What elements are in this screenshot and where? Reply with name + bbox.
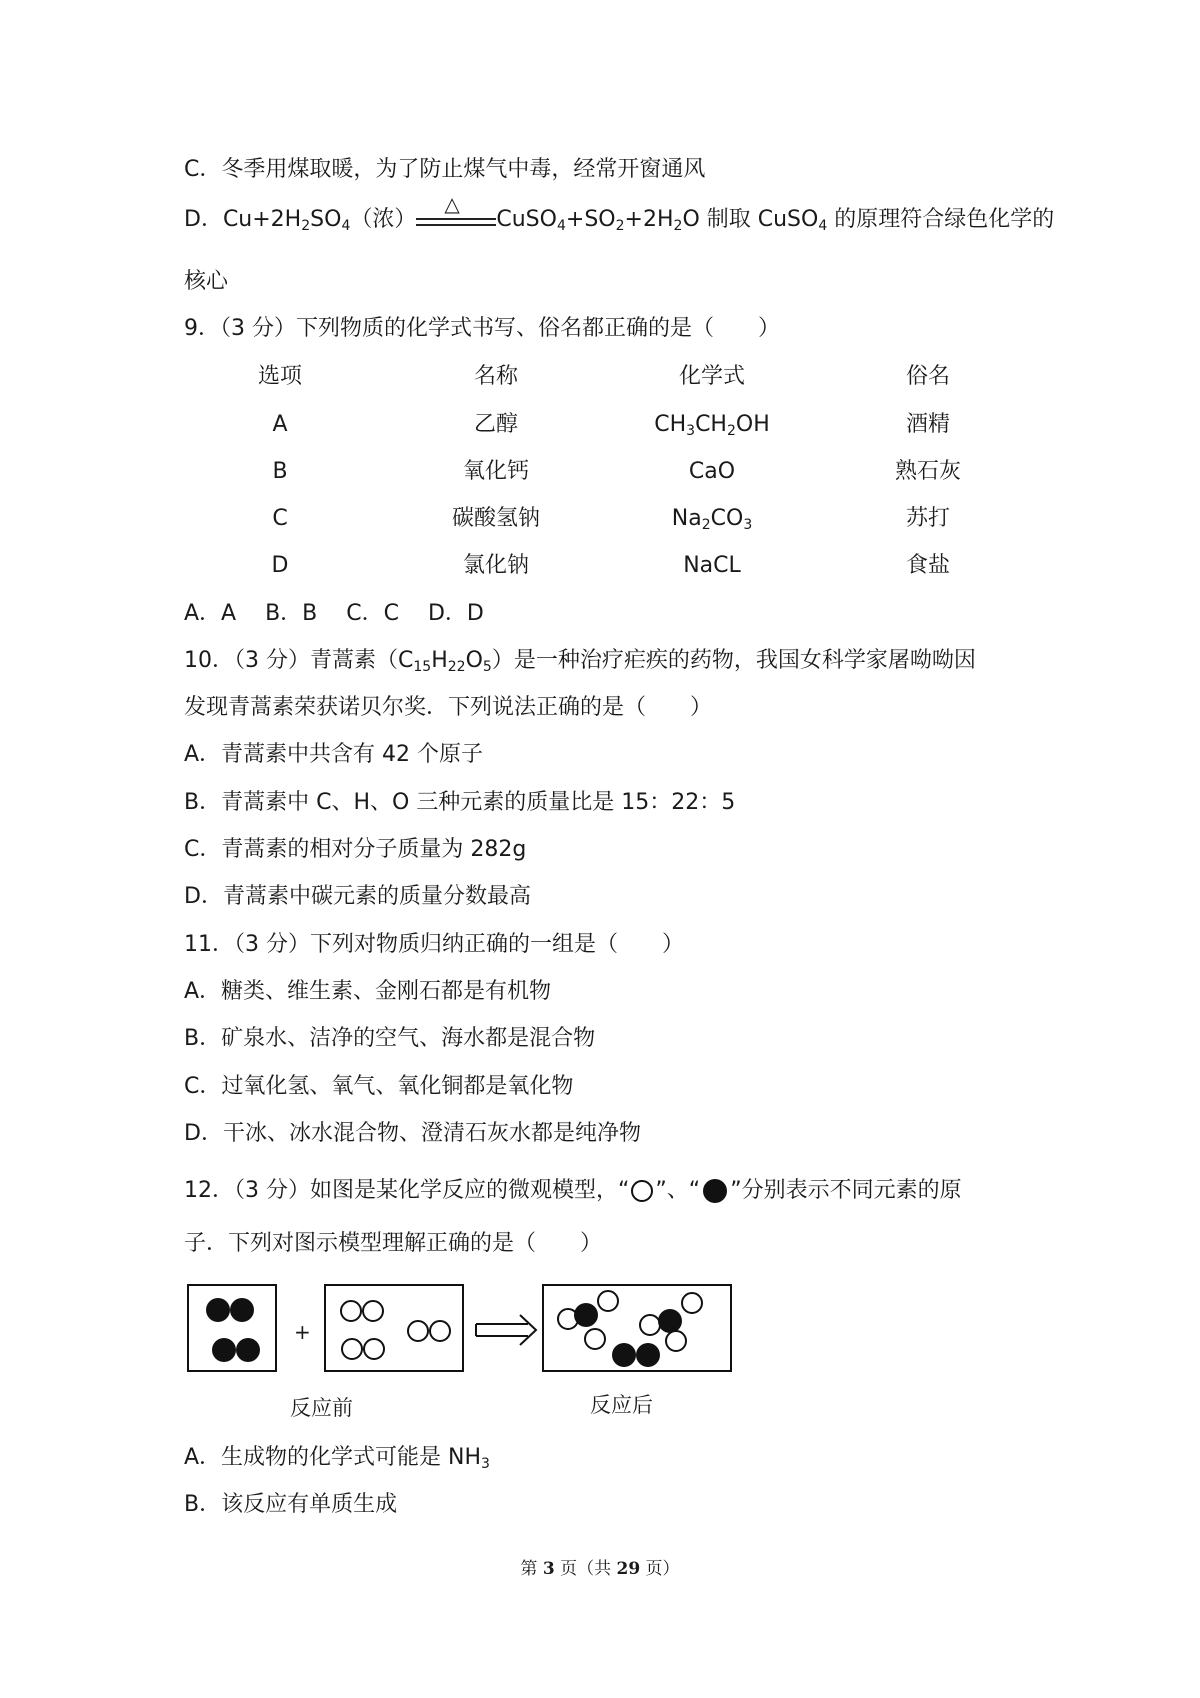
q9-row-a-name: 乙醇 [473, 412, 519, 437]
q12-option-a: A．生成物的化学式可能是 $NH_3$ [184, 1445, 490, 1472]
black-atom [212, 1338, 236, 1362]
white-atom [363, 1301, 383, 1321]
white-atom [666, 1331, 686, 1351]
q12-option-b: B．该反应有单质生成 [184, 1492, 398, 1517]
black-atom [636, 1343, 660, 1367]
q11-option-d: D．干冰、冰水混合物、澄清石灰水都是纯净物 [184, 1121, 641, 1146]
q9-header-common-name: 俗名 [905, 364, 951, 389]
black-atom [236, 1338, 260, 1362]
white-atom-icon [629, 1179, 655, 1203]
q9-row-b-formula: CaO [688, 459, 736, 484]
white-atom [682, 1293, 702, 1313]
q9-row-c-common: 苏打 [905, 506, 951, 531]
q12-stem: 12．（3 分）如图是某化学反应的微观模型，“ ”、“ ”分别表示不同元素的原 [184, 1178, 962, 1203]
q12-stem-line2: 子．下列对图示模型理解正确的是（ ） [184, 1231, 603, 1256]
black-atom [612, 1343, 636, 1367]
q11-option-a: A．糖类、维生素、金刚石都是有机物 [184, 979, 552, 1004]
current-page-number: 3 [542, 1559, 555, 1579]
label-before-reaction: 反应前 [290, 1396, 353, 1420]
q9-header-option: 选项 [257, 364, 303, 389]
q11-option-c: C．过氧化氢、氧气、氧化铜都是氧化物 [184, 1074, 574, 1099]
black-atom [574, 1303, 598, 1327]
label-after-reaction: 反应后 [590, 1393, 653, 1417]
q10-option-a: A．青蒿素中共含有 42 个原子 [184, 742, 484, 767]
q9-row-a-common: 酒精 [905, 412, 951, 437]
q9-row-d-common: 食盐 [905, 553, 951, 578]
q11-option-b: B．矿泉水、洁净的空气、海水都是混合物 [184, 1026, 596, 1051]
reaction-diagram [180, 1283, 740, 1383]
q9-row-d-formula: NaCL [683, 553, 741, 578]
black-atom [658, 1309, 682, 1333]
q9-row-a-formula: $CH_3CH_2OH$ [654, 412, 770, 439]
heat-condition-equals-sign: △ [416, 204, 496, 236]
white-atom [430, 1321, 450, 1341]
q9-row-d-option: D [271, 553, 289, 578]
q8-option-d-continued: 核心 [184, 269, 229, 294]
q9-row-b-name: 氧化钙 [462, 459, 530, 484]
black-atom [206, 1298, 230, 1322]
q8-option-d: D．$Cu+2H_2SO_4$（浓） △ $CuSO_4+SO_2+2H_2O$ 制取 CuSO$_4$ 的原理符合绿色化学的 [184, 192, 1055, 234]
q10-stem: 10．（3 分）青蒿素$(C_{15}H_{22}O_5)$是一种治疗疟疾的药物，我国女科学家屠呦呦因 [184, 648, 976, 675]
white-atom [598, 1291, 618, 1311]
q9-row-a-option: A [272, 412, 288, 437]
q10-option-d: D．青蒿素中碳元素的质量分数最高 [184, 884, 531, 909]
q11-stem: 11．（3 分）下列对物质归纳正确的一组是（ ） [184, 932, 684, 957]
black-atom-icon [700, 1177, 730, 1205]
total-page-count: 29 [616, 1559, 641, 1579]
white-atom [342, 1339, 362, 1359]
plus-sign: + [294, 1320, 311, 1344]
q10-option-c: C．青蒿素的相对分子质量为 282g [184, 837, 527, 862]
q9-header-name: 名称 [473, 364, 519, 389]
q9-stem: 9．（3 分）下列物质的化学式书写、俗名都正确的是（ ） [184, 316, 780, 341]
q9-answer-options: A．A B．B C．C D．D [184, 601, 484, 626]
q9-row-c-name: 碳酸氢钠 [451, 506, 541, 531]
q10-option-b: B．青蒿素中 C、H、O 三种元素的质量比是 15：22：5 [184, 790, 736, 815]
white-atom [408, 1321, 428, 1341]
q9-row-d-name: 氯化钠 [462, 553, 530, 578]
white-atom [341, 1301, 361, 1321]
q10-stem-line2: 发现青蒿素荣获诺贝尔奖．下列说法正确的是（ ） [184, 695, 713, 720]
q9-row-c-option: C [272, 506, 288, 531]
q8-option-c: C．冬季用煤取暖，为了防止煤气中毒，经常开窗通风 [184, 157, 706, 182]
white-atom [364, 1339, 384, 1359]
reaction-arrow-icon [476, 1315, 536, 1345]
black-atom [230, 1298, 254, 1322]
white-atom [585, 1329, 605, 1349]
q9-header-formula: 化学式 [678, 364, 746, 389]
q9-row-b-common: 熟石灰 [894, 459, 962, 484]
q9-row-b-option: B [272, 459, 288, 484]
q9-row-c-formula: $Na_2CO_3$ [671, 506, 753, 533]
white-atom [640, 1315, 660, 1335]
page-footer: 第 3 页（共 29 页） [520, 1559, 680, 1579]
